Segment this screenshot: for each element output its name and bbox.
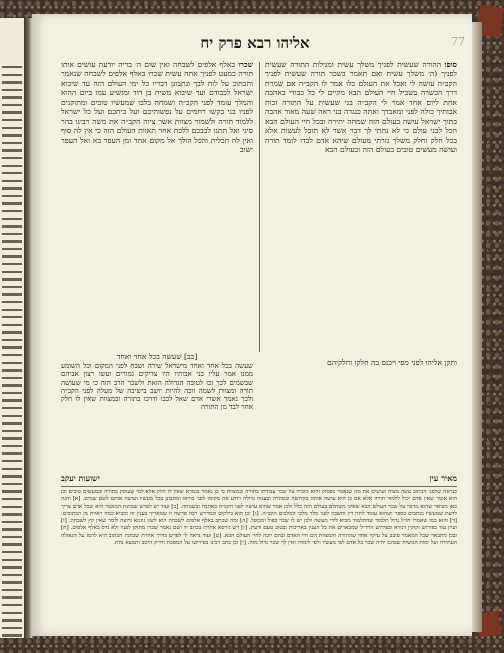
- page-number: 77: [451, 35, 465, 48]
- page-title: אליהו רבא פרק יח: [200, 33, 310, 52]
- commentary-rule: [61, 486, 457, 487]
- left-column-continuation: שעשה בכל אחד ואחד מישראל שירה ושבח לפני המקום וכל השומע ממנו אמר עליו בני אבותיו היו צדיקים גמורים ועשו רצון אביהם שבשמים לכך זכו לטובה הגדולה הזאת ולשכר הרב הזה כי מי שעושה תורה ומצוות לשמה זוכה להיות יושב בישיבה של מעלה לפני הקב״ה ולכך נאמר אשרי אדם שאל לבבו ודרכו בתורה ובמצוות שאין לו חלק אחר לבד מן התורה: [61, 362, 253, 412]
- left-page-edge: [0, 18, 25, 638]
- main-text-right-column: [265, 60, 457, 353]
- book-gutter: [24, 18, 32, 638]
- left-column-subheading: [כב] שעשה בכל אחד ואחד: [116, 352, 198, 361]
- column-divider: [259, 62, 260, 352]
- commentary-headings: [61, 473, 457, 485]
- left-column-lead-word: שכרו: [238, 60, 253, 69]
- page-stack-edge: [472, 22, 482, 632]
- right-column-continuation: ותקן אליהו לפני מפי ויכנס בה חלקו וחלקיהם: [326, 358, 457, 367]
- right-column-body: ההורה שעשית לפניך משלך עשית ומגילות התורה שעשית לפניך (ה׳ משלך עשית ואם תאמר בשכר תורה שעשית לפניך הקב״ה עושה לי ואכל את העולם כלו אמר לו הקב״ה אם שמרת דרך הכשרה בשביל חיי העולם הבא מקיים לי כל כבודי באהבה אחת ליום אחד אמר לי הקב״ה בני שעשית על התורה זכות אבותיך כולה לפני ומאבדך ואתה כנגדה בני ראה שעה מאוד אהבה בתוך ישראל עושה בעולם הזה שמחה יתירה ובכל חיי העולם הבא הכל לבני עולם כי לא נתתי לך דבר אשר לא תוכל לעשות אלא בכל חלק וחלק משלך גזרתי מעולם שיהא אדם לבדו לומד תורה ועושה מעשים טובים בעולם הזה ובעולם הבא: [265, 60, 457, 155]
- page-header: [45, 32, 465, 54]
- main-text-left-column: [61, 60, 253, 353]
- left-page-text-fragment: [2, 66, 22, 638]
- left-column-body: באלף אלפים לשבחה ואין שום ה׳ בריה יודעת עושים אותו תורה כמעט לפניך אתה עשית שכרו באלף אלפים לשבחה שנאמר ותכתוב על לוח לבך ונתבונן דבריו כל ימי העולם הזה עד שיבוא ישראל לכבודם ועד שיבוא משיח בן דוד ומושיע עמו ביום ההוא והמלך עומד לפני הקב״ה ושמחה בלבו שמעשיו טובים ומתוקנים לפניו בני בקשו רחמים על נפשותיכם ועל ביתכם ועל כל ישראל ללמוד תורה ולשמור מצוות אשר ציוה הקב״ה את משה רבינו בהר סיני ואל תתנו לבבכם ללכת אחר תאוות העולם הזה כי אין לה סוף ואין לה תכלית והכל הולך אל מקום אחד ומן העפר בא ואל העפר ישוב: [61, 60, 253, 155]
- right-column-lead-word: סופו: [444, 60, 457, 69]
- commentary-heading-left: ישועות יעקב: [61, 473, 100, 483]
- commentary-heading-right: מאיר עין: [429, 473, 457, 483]
- commentary-text: כנראה שלפני הכתוב עשה מצוה ועושים את מה שנאמר בפסוק והוא מוכיח על שכר עבודתו בתורה ובמצוות כי כן נאמר בגמרא שאין לו חלק אלא למי שעוסק בתורה ובמעשים טובים וכן הוא אומר שאין אדם יכול ללמוד תורה אלא אם כן הוא עושה אותה בקדושה ובטהרה ובענוה גדולה ויודע את מקומו לפני בוראו ומתבונן בכל מעשיו ועושה אותם לשם שמים. [א] והנה כאן מבואר שהוא מדבר על שכר העולם הבא שאינו משתלם בעולם הזה כלל ולכן אמר שהוא עושה לפני הקב״ה באהבה ובשמחה. [ב] ועוד יש לפרש שכוונת המאמר היא שכל אדם צריך לדעת שמעשיו נכתבים בספר ושהוא עומד לתת דין וחשבון לפני מלך מלכי המלכים הקב״ה. [ג] וכן הוא בילקוט ובמדרש רבה פרשה זו שמאריך בענין זה ומביא כמה ראיות מן הכתובים. [ד] והוא כמו שאמרו חז״ל גדול תלמוד שהתלמוד מביא לידי מעשה ולכן יש לו שכר כפול ומכופל. [ה] ומה שכתב באלף אלפים לשבחה הוא לשון גוזמא ורוצה לומר שאין קץ לשבחה. [ו] ועיין עוד בפירוש זקוקין דנורא ובפירוש הרד״ל שמבארים את כל הענין באריכות ובטוב טעם ודעת. [ז] ויש גירסא אחרת בכתב יד ושם נאמר שכרו מתוקן לפניו ולא גרס באלף אלפים. [ח] ובכן מתבאר שכל המאמר סובב על עיקר אחד שהתורה והמצוות הם חיי האדם ובהם יזכה לחיי העולם הבא. [ט] ועוד נראה לי לפרש בדרך אחרת שכוונת הכתוב היא לרמז על הגאולה העתידה ועל ימות המשיח שבהם יהיה שכר כל אדם לפי מעשיו ולפי לימודו ואין לך שכר גדול מזה. [י] וכן כתב רבינו בפירושו על המסכת ודו״ק היטב ותמצא נחת.: [61, 489, 457, 547]
